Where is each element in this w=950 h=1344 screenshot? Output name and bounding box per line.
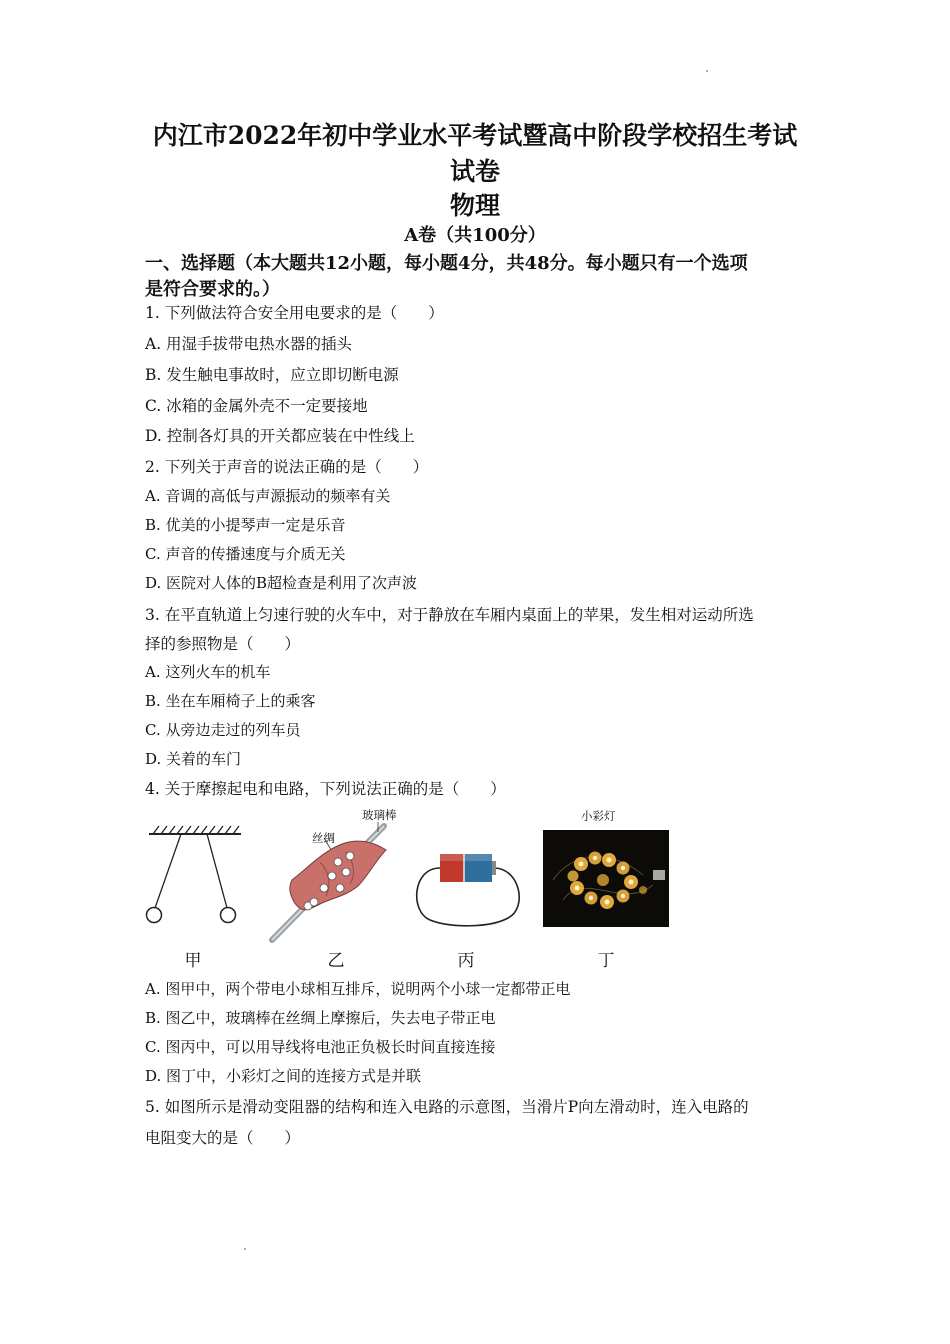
label-glass-rod: 玻璃棒	[362, 808, 397, 822]
scan-dot	[244, 1248, 246, 1250]
paper-label: A卷（共100分）	[404, 225, 546, 246]
question-2-option-c: C. 声音的传播速度与介质无关	[145, 545, 346, 563]
question-1-option-a: A. 用湿手拔带电热水器的插头	[145, 335, 353, 353]
caption-ding: 丁	[597, 951, 615, 971]
section-heading-line1: 一、选择题（本大题共12小题，每小题4分，共48分。每小题只有一个选项	[145, 253, 748, 274]
figure-jia-pendulum	[145, 822, 245, 932]
question-3-stem-line2: 择的参照物是（ ）	[145, 635, 301, 653]
exam-title-line2: 试卷	[449, 157, 500, 186]
exam-title-line1: 内江市2022年初中学业水平考试暨高中阶段学校招生考试	[152, 121, 798, 150]
label-silk: 丝绸	[312, 831, 335, 845]
question-1-option-c: C. 冰箱的金属外壳不一定要接地	[145, 397, 368, 415]
question-2-option-b: B. 优美的小提琴声一定是乐音	[145, 516, 346, 534]
section-heading-line2: 是符合要求的。）	[145, 279, 280, 300]
caption-jia: 甲	[184, 951, 202, 971]
caption-bing: 丙	[457, 951, 475, 971]
question-5-stem-line2: 电阻变大的是（ ）	[145, 1129, 301, 1147]
figure-bing-battery	[410, 842, 525, 927]
figure-yi-glass-rod	[262, 822, 402, 947]
figure-ding-lamps-photo	[543, 830, 669, 927]
question-4-option-d: D. 图丁中，小彩灯之间的连接方式是并联	[145, 1067, 422, 1085]
question-4-option-a: A. 图甲中，两个带电小球相互排斥，说明两个小球一定都带正电	[145, 980, 571, 998]
caption-yi: 乙	[327, 951, 345, 971]
question-4-option-c: C. 图丙中，可以用导线将电池正负极长时间直接连接	[145, 1038, 496, 1056]
question-3-stem-line1: 3. 在平直轨道上匀速行驶的火车中，对于静放在车厢内桌面上的苹果，发生相对运动所选	[145, 606, 754, 624]
question-2-option-a: A. 音调的高低与声源振动的频率有关	[145, 487, 391, 505]
question-2-stem: 2. 下列关于声音的说法正确的是（ ）	[145, 458, 429, 476]
question-3-option-c: C. 从旁边走过的列车员	[145, 721, 301, 739]
question-3-option-d: D. 关着的车门	[145, 750, 242, 768]
scan-dot	[706, 70, 708, 72]
question-4-stem: 4. 关于摩擦起电和电路，下列说法正确的是（ ）	[145, 780, 506, 798]
question-3-option-b: B. 坐在车厢椅子上的乘客	[145, 692, 316, 710]
label-small-lamps: 小彩灯	[581, 809, 616, 823]
question-1-option-d: D. 控制各灯具的开关都应装在中性线上	[145, 427, 415, 445]
question-1-stem: 1. 下列做法符合安全用电要求的是（ ）	[145, 304, 444, 322]
question-2-option-d: D. 医院对人体的B超检查是利用了次声波	[145, 574, 418, 592]
question-3-option-a: A. 这列火车的机车	[145, 663, 271, 681]
question-5-stem-line1: 5. 如图所示是滑动变阻器的结构和连入电路的示意图，当滑片P向左滑动时，连入电路的	[145, 1098, 749, 1116]
question-4-option-b: B. 图乙中，玻璃棒在丝绸上摩擦后，失去电子带正电	[145, 1009, 496, 1027]
question-1-option-b: B. 发生触电事故时，应立即切断电源	[145, 366, 399, 384]
subject-title: 物理	[449, 191, 500, 220]
